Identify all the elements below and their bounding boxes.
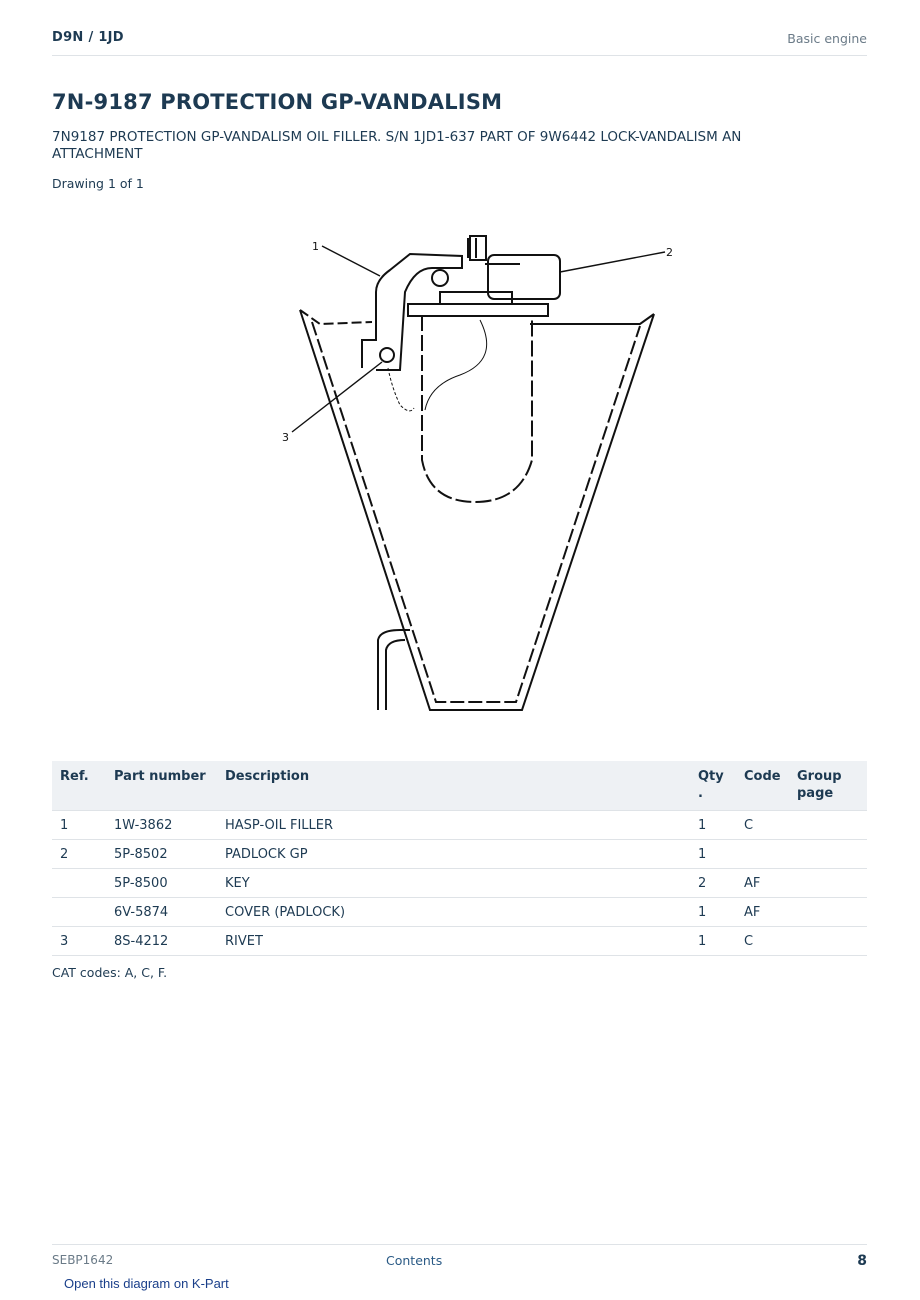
cell-code: C	[736, 927, 789, 956]
hasp	[362, 254, 462, 370]
col-group-page: Group page	[789, 761, 867, 811]
table-row	[52, 811, 867, 840]
cell-part-number: 1W-3862	[106, 811, 217, 840]
cell-description: COVER (PADLOCK)	[217, 898, 690, 927]
cell-ref: 2	[52, 840, 106, 869]
contents-link[interactable]: Contents	[386, 1253, 443, 1268]
cell-ref	[52, 898, 106, 927]
document-id: SEBP1642	[52, 1253, 114, 1267]
cell-code	[736, 840, 789, 869]
callout-2: 2	[666, 246, 673, 259]
padlock-key	[470, 236, 486, 260]
hasp-hole	[432, 270, 448, 286]
table-row	[52, 840, 867, 869]
cell-part-number: 5P-8502	[106, 840, 217, 869]
rivet-hole	[380, 348, 394, 362]
cell-description: KEY	[217, 869, 690, 898]
callout-3: 3	[282, 431, 289, 444]
rivet-chain	[388, 368, 414, 411]
table-row	[52, 898, 867, 927]
cell-part-number: 8S-4212	[106, 927, 217, 956]
cell-qty: 1	[690, 927, 736, 956]
cell-code: AF	[736, 869, 789, 898]
cell-code: C	[736, 811, 789, 840]
col-code: Code	[736, 761, 789, 811]
filler-chain	[425, 320, 487, 410]
cell-group-page	[789, 898, 867, 927]
callout-1: 1	[312, 240, 319, 253]
cell-group-page	[789, 869, 867, 898]
callout-leader-1	[322, 246, 380, 276]
cell-qty: 1	[690, 811, 736, 840]
funnel-rim	[300, 310, 372, 324]
callout-leader-2	[560, 252, 665, 272]
funnel-outer	[300, 310, 654, 710]
cell-ref: 1	[52, 811, 106, 840]
parts-diagram	[200, 210, 700, 730]
col-part-number: Part number	[106, 761, 217, 811]
cell-group-page	[789, 840, 867, 869]
cell-code: AF	[736, 898, 789, 927]
cat-codes: CAT codes: A, C, F.	[52, 965, 168, 980]
page-title: 7N-9187 PROTECTION GP-VANDALISM	[52, 90, 503, 114]
cell-description: PADLOCK GP	[217, 840, 690, 869]
bracket	[378, 630, 410, 710]
col-qty: Qty .	[690, 761, 736, 811]
cell-qty: 1	[690, 898, 736, 927]
table-row	[52, 869, 867, 898]
cell-ref	[52, 869, 106, 898]
cell-group-page	[789, 811, 867, 840]
part-description: 7N9187 PROTECTION GP-VANDALISM OIL FILLER. S/N 1JD1-637 PART OF 9W6442 LOCK-VANDALISM AN ATTACHMENT	[52, 129, 742, 162]
parts-table	[52, 761, 867, 956]
page-number: 8	[857, 1253, 867, 1269]
cap-plate	[408, 304, 548, 316]
footer-divider	[52, 1244, 867, 1245]
table-row	[52, 927, 867, 956]
col-ref: Ref.	[52, 761, 106, 811]
filler-tube	[422, 315, 532, 502]
cell-qty: 2	[690, 869, 736, 898]
drawing-count: Drawing 1 of 1	[52, 176, 144, 191]
col-description: Description	[217, 761, 690, 811]
cell-qty: 1	[690, 840, 736, 869]
cell-description: HASP-OIL FILLER	[217, 811, 690, 840]
page-header	[52, 28, 867, 56]
kpart-link[interactable]: Open this diagram on K-Part	[64, 1276, 229, 1291]
cell-ref: 3	[52, 927, 106, 956]
cell-description: RIVET	[217, 927, 690, 956]
cell-part-number: 5P-8500	[106, 869, 217, 898]
table-header-row	[52, 761, 867, 811]
cell-part-number: 6V-5874	[106, 898, 217, 927]
cell-group-page	[789, 927, 867, 956]
breadcrumb: D9N / 1JD	[52, 30, 124, 45]
section-label: Basic engine	[787, 31, 867, 46]
